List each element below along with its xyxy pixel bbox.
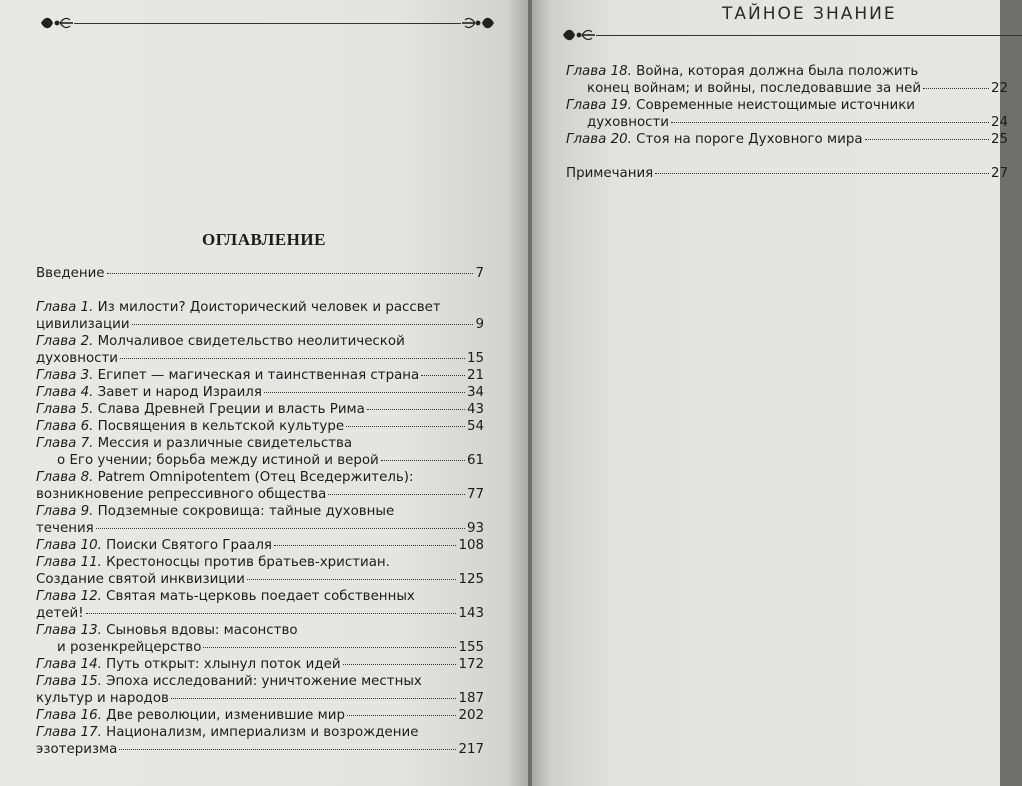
toc-entry [36,622,484,656]
chapter-title-line1: Подземные сокровища: тайные духовные [97,504,395,519]
page-number: 54 [466,419,484,434]
toc-entry [36,503,484,537]
page-number: 25 [990,132,1008,147]
chapter-title-line2: Создание святой инквизиции [36,572,245,587]
chapter-heading [36,367,419,384]
toc-entry-line [566,131,1008,148]
toc-entry [36,384,484,401]
chapter-title: Две революции, изменившие мир [106,708,345,723]
toc-title: ОГЛАВЛЕНИЕ [202,230,326,249]
toc-entry-last-line [566,80,1008,97]
chapter-label: Глава 8. [36,470,94,485]
toc-entry [566,97,1008,131]
toc-entry-first-line [566,63,1008,80]
chapter-title-line1: Эпоха исследований: уничтожение местных [106,674,422,689]
toc-entry-line [36,537,484,554]
dot-leader [86,612,457,614]
dot-leader [171,697,457,699]
chapter-label: Глава 7. [36,436,94,451]
chapter-label: Глава 16. [36,708,102,723]
chapter-label: Глава 5. [36,402,94,417]
page-number: 27 [990,166,1008,181]
toc-entry-last-line [36,571,484,588]
chapter-title-line2: течения [36,521,94,536]
chapter-heading [36,401,365,418]
chapter-label: Глава 11. [36,555,102,570]
dot-leader [132,323,474,325]
toc-entry [36,537,484,554]
page-number: 15 [466,351,484,366]
chapter-title-line1: Молчаливое свидетельство неолитической [97,334,405,349]
chapter-label: Глава 4. [36,385,94,400]
toc-entry [566,63,1008,97]
toc-entry-line [566,165,1008,182]
toc-entry-last-line [36,316,484,333]
chapter-title-line1: Из милости? Доисторический человек и рассвет [97,300,441,315]
chapter-title-line2: духовности [587,115,670,130]
toc-entry-line [36,401,484,418]
toc-entry [36,469,484,503]
toc-entry-first-line [36,503,484,520]
chapter-title-line2: детей! [36,606,84,621]
toc-entry-first-line [566,97,1008,114]
chapter-title: Поиски Святого Грааля [106,538,272,553]
chapter-title: Введение [36,266,105,281]
chapter-title-line2: духовности [36,351,119,366]
header-ornament [40,14,495,32]
chapter-title-line2: и розенкрейцерство [57,640,202,655]
toc-entry-first-line [36,724,484,741]
header-rule [596,35,1022,36]
page-number: 22 [990,81,1008,96]
toc-entry-first-line [36,673,484,690]
fleuron-left-icon [40,14,74,32]
toc-entry-line [36,367,484,384]
dot-leader [119,748,456,750]
chapter-heading [36,707,345,724]
toc-entry-first-line [36,588,484,605]
dot-leader [247,578,457,580]
chapter-title-line1: Крестоносцы против братьев-христиан. [106,555,390,570]
toc-entry-line [36,656,484,673]
chapter-heading [566,165,653,182]
chapter-title-line1: Святая мать-церковь поедает собственных [106,589,415,604]
dot-leader [655,172,989,174]
toc-entry-last-line [36,605,484,622]
chapter-label: Глава 20. [566,132,632,147]
page-number: 93 [466,521,484,536]
chapter-label: Глава 10. [36,538,102,553]
toc-entry-last-line [36,639,484,656]
toc-list-right [566,63,1008,182]
chapter-label: Глава 12. [36,589,102,604]
toc-entry-line [36,384,484,401]
toc-entry [36,418,484,435]
chapter-title-line2: эзотеризма [36,742,118,757]
toc-spacer [36,282,484,299]
dot-leader [203,646,456,648]
toc-entry-first-line [36,333,484,350]
chapter-title: Стоя на пороге Духовного мира [636,132,863,147]
chapter-title-line1: Мессия и различные свидетельства [97,436,353,451]
chapter-label: Глава 13. [36,623,102,638]
toc-entry [36,333,484,367]
page-number: 202 [458,708,484,723]
toc-entry-line [36,265,484,282]
chapter-label: Глава 9. [36,504,94,519]
toc-entry [36,299,484,333]
chapter-title-line2: культур и народов [36,691,169,706]
page-number: 217 [458,742,484,757]
chapter-label: Глава 2. [36,334,94,349]
toc-entry [36,367,484,384]
dot-leader [343,663,457,665]
toc-entry [36,588,484,622]
toc-entry-last-line [36,350,484,367]
header-ornament-right [562,26,1022,44]
dot-leader [923,87,989,89]
chapter-heading [36,384,262,401]
dot-leader [96,527,465,529]
chapter-label: Глава 17. [36,725,102,740]
dot-leader [346,425,465,427]
fleuron-left-icon [562,26,596,44]
chapter-label: Глава 19. [566,98,632,113]
page-number: 77 [466,487,484,502]
running-head: ТАЙНОЕ ЗНАНИЕ [722,4,897,24]
toc-entry-line [36,707,484,724]
chapter-label: Глава 15. [36,674,102,689]
chapter-title: Путь открыт: хлынул поток идей [106,657,341,672]
chapter-title-line1: Современные неистощимые источники [636,98,915,113]
toc-entry [36,673,484,707]
page-number: 155 [458,640,484,655]
chapter-title: Посвящения в кельтской культуре [97,419,345,434]
dot-leader [865,138,989,140]
page-number: 9 [475,317,484,332]
chapter-title-line1: Национализм, империализм и возрождение [106,725,419,740]
chapter-title: Примечания [566,166,654,181]
chapter-label: Глава 6. [36,419,94,434]
chapter-title: Завет и народ Израиля [97,385,262,400]
chapter-label: Глава 14. [36,657,102,672]
chapter-title-line2: конец войнам; и войны, последовавшие за ней [587,81,922,96]
dot-leader [421,374,465,376]
page-number: 61 [466,453,484,468]
toc-entry-last-line [566,114,1008,131]
toc-spacer [566,148,1008,165]
toc-entry-last-line [36,520,484,537]
toc-entry-last-line [36,452,484,469]
chapter-heading [36,265,105,282]
chapter-heading [566,131,863,148]
chapter-title-line2: цивилизации [36,317,130,332]
chapter-title-line1: Patrem Omnipotentem (Отец Вседержитель): [97,470,414,485]
page-number: 34 [466,385,484,400]
page-number: 21 [466,368,484,383]
header-rule [74,23,461,24]
toc-entry [36,401,484,418]
dot-leader [120,357,465,359]
chapter-title-line2: возникновение репрессивного общества [36,487,327,502]
chapter-heading [36,418,344,435]
toc-entry [36,435,484,469]
chapter-title-line2: о Его учении; борьба между истиной и верой [57,453,379,468]
chapter-label: Глава 3. [36,368,94,383]
dot-leader [671,121,989,123]
chapter-label: Глава 1. [36,300,94,315]
chapter-title-line1: Война, которая должна была положить [636,64,919,79]
chapter-label: Глава 18. [566,64,632,79]
toc-entry-first-line [36,622,484,639]
page-number: 24 [990,115,1008,130]
chapter-title: Египет — магическая и таинственная страна [97,368,420,383]
toc-entry-line [36,418,484,435]
page-number: 172 [458,657,484,672]
page-number: 43 [466,402,484,417]
toc-entry-first-line [36,469,484,486]
toc-entry-last-line [36,741,484,758]
toc-entry-last-line [36,486,484,503]
toc-entry [566,131,1008,148]
dot-leader [367,408,465,410]
toc-entry [36,724,484,758]
page-number: 7 [475,266,484,281]
page-number: 125 [458,572,484,587]
page-number: 187 [458,691,484,706]
dot-leader [107,272,474,274]
dot-leader [264,391,465,393]
page-number: 143 [458,606,484,621]
toc-entry-first-line [36,554,484,571]
chapter-title-line1: Сыновья вдовы: масонство [106,623,298,638]
toc-entry [36,554,484,588]
chapter-heading [36,656,341,673]
dot-leader [381,459,465,461]
toc-entry [36,265,484,282]
toc-entry-last-line [36,690,484,707]
page-number: 108 [458,538,484,553]
toc-entry-first-line [36,299,484,316]
toc-entry [566,165,1008,182]
chapter-heading [36,537,272,554]
toc-entry [36,707,484,724]
fleuron-right-icon [461,14,495,32]
chapter-title: Слава Древней Греции и власть Рима [97,402,365,417]
dot-leader [328,493,465,495]
toc-list-left [36,265,484,758]
toc-entry-first-line [36,435,484,452]
dot-leader [347,714,456,716]
right-page [532,0,1008,786]
toc-entry [36,656,484,673]
dot-leader [274,544,456,546]
